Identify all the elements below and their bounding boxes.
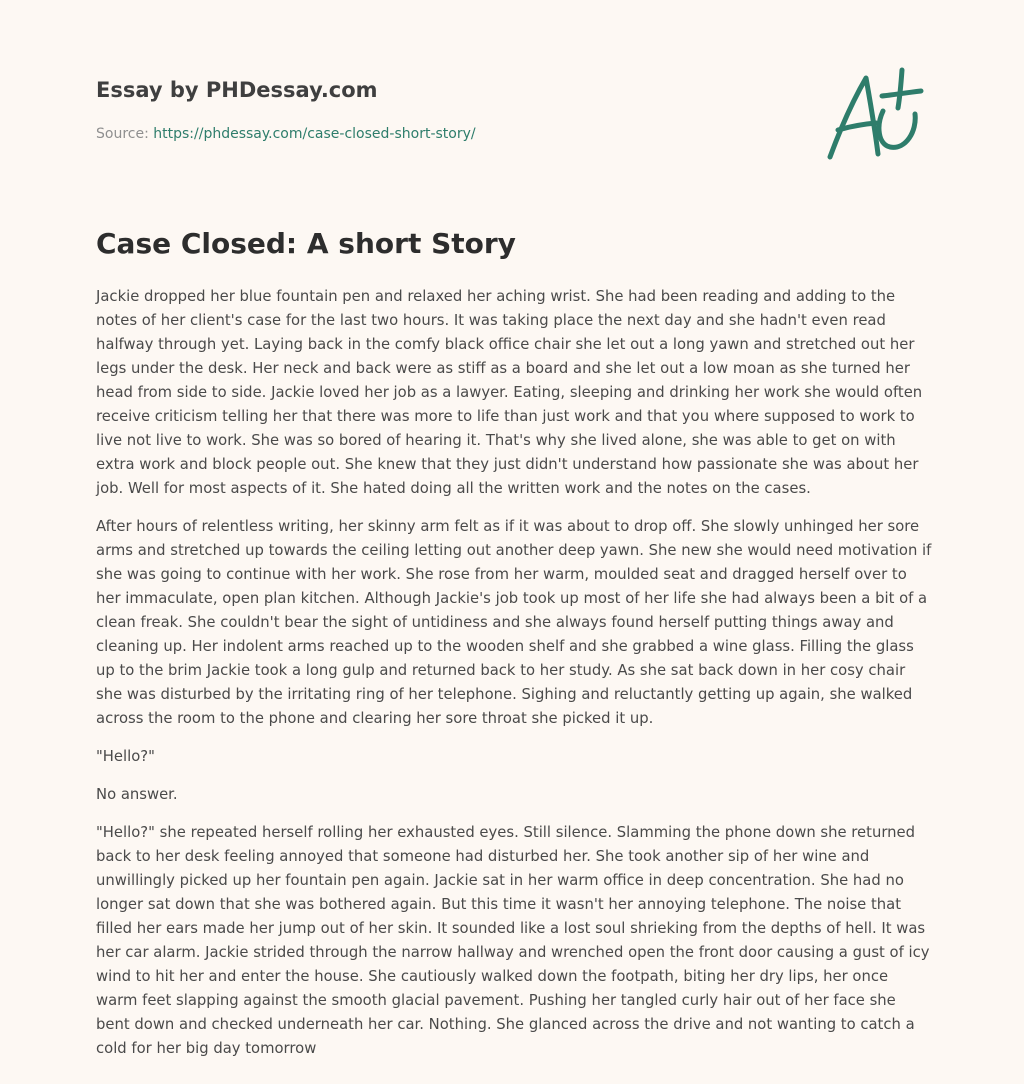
article-body [96, 285, 932, 1075]
source-line [96, 124, 796, 144]
site-brand: Essay by PHDessay.com [96, 78, 378, 102]
paragraph: "Hello?" [96, 748, 155, 765]
paragraph: After hours of relentless writing, her skinny arm felt as if it was about to drop off. She slowly unhinged her sore arms and stretched up towards the ceiling letting out another deep yawn. She new she would need motivation if she was going to continue with her work. She rose from her warm, moulded seat and dragged herself over to her immaculate, open plan kitchen. Although Jackie's job took up most of her life she had always been a bit of a clean freak. She couldn't bear the sight of untidiness and she always found herself putting things away and cleaning up. Her indolent arms reached up to the wooden shelf and she grabbed a wine glass. Filling the glass up to the brim Jackie took a long gulp and returned back to her study. As she sat back down in her cosy chair she was disturbed by the irritating ring of her telephone. Sighing and reluctantly getting up again, she walked across the room to the phone and clearing her sore throat she picked it up. [96, 518, 932, 727]
a-plus-logo-icon [818, 66, 930, 166]
paragraph: No answer. [96, 786, 178, 803]
paragraph: Jackie dropped her blue fountain pen and relaxed her aching wrist. She had been reading and adding to the notes of her client's case for the last two hours. It was taking place the next day and she hadn't even read halfway through yet. Laying back in the comfy black office chair she let out a long yawn and stretched out her legs under the desk. Her neck and back were as stiff as a board and she let out a low moan as she turned her head from side to side. Jackie loved her job as a lawyer. Eating, sleeping and drinking her work she would often receive criticism telling her that there was more to life than just work and that you where supposed to work to live not live to work. She was so bored of hearing it. That's why she lived alone, she was able to get on with extra work and block people out. She knew that they just didn't understand how passionate she was about her job. Well for most aspects of it. She hated doing all the written work and the notes on the cases. [96, 288, 923, 497]
source-label: Source: [96, 126, 149, 142]
page-header [96, 76, 796, 144]
article-title: Case Closed: A short Story [96, 227, 516, 260]
paragraph: "Hello?" she repeated herself rolling her exhausted eyes. Still silence. Slamming the phone down she returned back to her desk feeling annoyed that someone had disturbed her. She took another sip of her wine and unwillingly picked up her fountain pen again. Jackie sat in her warm office in deep concentration. She had no longer sat down that she was bothered again. But this time it wasn't her annoying telephone. The noise that filled her ears made her jump out of her skin. It sounded like a lost soul shrieking from the depths of hell. It was her car alarm. Jackie strided through the narrow hallway and wrenched open the front door causing a gust of icy wind to hit her and enter the house. She cautiously walked down the footpath, biting her dry lips, her once warm feet slapping against the smooth glacial pavement. Pushing her tangled curly hair out of her face she bent down and checked underneath her car. Nothing. She glanced across the drive and not wanting to catch a cold for her big day tomorrow [96, 824, 930, 1057]
source-link[interactable]: https://phdessay.com/case-closed-short-story/ [153, 126, 476, 142]
